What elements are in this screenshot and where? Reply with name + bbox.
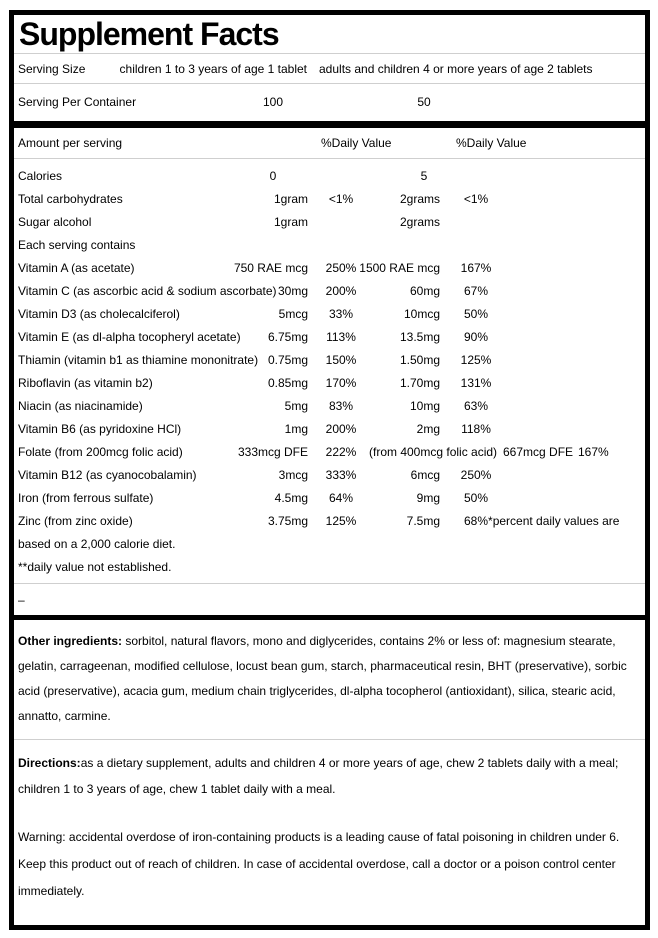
- nutrient-row-iron: [14, 487, 645, 510]
- nutrient-name: Thiamin (vitamin b1 as thiamine mononitrate): [18, 353, 259, 367]
- nutrient-row-riboflavin: [14, 372, 645, 395]
- nutrient-row-vitamin-d3: [14, 303, 645, 326]
- nutrient-row-niacin: [14, 395, 645, 418]
- adult-daily-value: 167%: [460, 261, 492, 275]
- title-row: [14, 15, 645, 54]
- adult-amount: 2grams: [399, 215, 440, 229]
- supplement-facts-label: [9, 10, 650, 930]
- adult-amount: 10mcg: [403, 307, 440, 321]
- nutrient-name: Each serving contains: [18, 238, 136, 252]
- nutrient-row-vitamin-b6: [14, 418, 645, 441]
- other-ingredients-label: Other ingredients:: [18, 634, 123, 648]
- adult-daily-value: 250%: [460, 468, 492, 482]
- adult-daily-value: 90%: [463, 330, 489, 344]
- footnote-text: **daily value not established.: [18, 560, 172, 574]
- nutrient-name: Zinc (from zinc oxide): [18, 514, 133, 528]
- servings-per-container-label: Serving Per Container: [18, 95, 137, 109]
- child-daily-value: 64%: [328, 491, 354, 505]
- adult-daily-value: 50%: [463, 491, 489, 505]
- other-ingredients-text: sorbitol, natural flavors, mono and diglycerides, contains 2% or less of: magnesium stearate, gelatin, carrageenan, modified cellulose, locust bean gum, starch, pharmaceutical resin, BHT (preservative), sorbic acid (preservative), acacia gum, medium chain triglycerides, dl-alpha tocopherol (antioxidant), silica, stearic acid, annatto, carmine.: [18, 634, 627, 723]
- servings-per-container-row: [14, 84, 645, 121]
- nutrient-row-total-carbohydrates: [14, 188, 645, 211]
- child-amount: 750 RAE mcg: [233, 261, 308, 275]
- nutrient-name: Folate (from 200mcg folic acid): [18, 445, 183, 459]
- adult-amount: 2mg: [416, 422, 440, 436]
- daily-value-header-adult: %Daily Value: [456, 136, 527, 150]
- thick-divider-top: [14, 121, 645, 128]
- adult-amount: 9mg: [416, 491, 440, 505]
- nutrient-name: Vitamin A (as acetate): [18, 261, 135, 275]
- adult-amount: 7.5mg: [406, 514, 440, 528]
- adult-source-note: (from 400mcg folic acid): [369, 445, 498, 459]
- adult-amount: 10mg: [409, 399, 440, 413]
- nutrient-name: Vitamin E (as dl-alpha tocopheryl acetate): [18, 330, 241, 344]
- each-serving-contains-row: [14, 234, 645, 257]
- child-daily-value: 125%: [325, 514, 357, 528]
- child-amount: 3.75mg: [267, 514, 308, 528]
- serving-size-row: [14, 54, 645, 84]
- child-amount: 1gram: [273, 192, 308, 206]
- nutrient-name: Vitamin C (as ascorbic acid & sodium ascorbate): [18, 284, 277, 298]
- child-amount: 333mcg DFE: [237, 445, 308, 459]
- child-daily-value: 333%: [325, 468, 357, 482]
- nutrient-row-sugar-alcohol: [14, 211, 645, 234]
- child-amount: 4.5mg: [274, 491, 308, 505]
- child-amount: 0.75mg: [267, 353, 308, 367]
- adult-daily-value: <1%: [463, 192, 489, 206]
- other-ingredients-section: [14, 620, 645, 740]
- warning-text: Warning: accidental overdose of iron-containing products is a leading cause of fatal poisoning in children under 6. Keep this product out of reach of children. In case of accidental overdose, call a doctor or a poison control center immediately.: [18, 830, 620, 898]
- nutrient-name: Total carbohydrates: [18, 192, 123, 206]
- child-daily-value: <1%: [328, 192, 354, 206]
- dash-row: [14, 583, 645, 615]
- nutrient-name: Niacin (as niacinamide): [18, 399, 143, 413]
- serving-size-adult: adults and children 4 or more years of age 2 tablets: [319, 62, 593, 76]
- child-daily-value: 200%: [325, 422, 357, 436]
- directions-label: Directions:: [18, 756, 81, 770]
- nutrient-row-vitamin-b12: [14, 464, 645, 487]
- directions-section: [14, 740, 645, 816]
- child-daily-value: 200%: [325, 284, 357, 298]
- adult-daily-value: 50%: [463, 307, 489, 321]
- table-header-row: [14, 128, 645, 159]
- nutrient-name: Riboflavin (as vitamin b2): [18, 376, 153, 390]
- child-daily-value: 83%: [328, 399, 354, 413]
- footnote-line: [14, 533, 645, 556]
- adult-amount: 1.70mg: [399, 376, 440, 390]
- child-daily-value: 250%: [325, 261, 357, 275]
- amount-per-serving-header: Amount per serving: [18, 136, 123, 150]
- adult-daily-value: 125%: [460, 353, 492, 367]
- child-amount: 3mcg: [278, 468, 308, 482]
- child-amount: 0.85mg: [267, 376, 308, 390]
- adult-amount: 5: [420, 169, 428, 183]
- child-amount: 5mcg: [278, 307, 308, 321]
- serving-size-label: Serving Size: [18, 62, 86, 76]
- serving-size-child: children 1 to 3 years of age 1 tablet: [119, 62, 307, 76]
- directions-text: as a dietary supplement, adults and children 4 or more years of age, chew 2 tablets daily with a meal; children 1 to 3 years of age, chew 1 tablet daily with a meal.: [18, 756, 619, 796]
- daily-value-header-child: %Daily Value: [321, 136, 392, 150]
- adult-daily-value: 63%: [463, 399, 489, 413]
- child-amount: 1mg: [284, 422, 308, 436]
- nutrient-table: [14, 159, 645, 583]
- nutrient-row-vitamin-e: [14, 326, 645, 349]
- child-amount: 1gram: [273, 215, 308, 229]
- child-amount: 0: [269, 169, 277, 183]
- adult-amount: 13.5mg: [399, 330, 440, 344]
- adult-daily-value: 67%: [463, 284, 489, 298]
- nutrient-row-calories: [14, 165, 645, 188]
- child-daily-value: 222%: [325, 445, 357, 459]
- adult-daily-value: 167%: [578, 445, 609, 459]
- nutrient-name: Calories: [18, 169, 63, 183]
- adult-daily-value: 118%: [461, 422, 491, 436]
- servings-per-container-adult: 50: [417, 95, 431, 109]
- child-daily-value: 33%: [328, 307, 354, 321]
- nutrient-name: Vitamin B12 (as cyanocobalamin): [18, 468, 197, 482]
- adult-amount: 2grams: [399, 192, 440, 206]
- child-amount: 5mg: [284, 399, 308, 413]
- adult-amount: 667mcg DFE: [503, 445, 574, 459]
- adult-daily-value: 131%: [460, 376, 492, 390]
- adult-amount: 1500 RAE mcg: [359, 261, 440, 275]
- adult-amount: 6mcg: [410, 468, 440, 482]
- child-daily-value: 170%: [325, 376, 357, 390]
- dash-text: –: [18, 593, 25, 607]
- child-amount: 6.75mg: [267, 330, 308, 344]
- warning-section: [14, 816, 645, 925]
- servings-per-container-child: 100: [262, 95, 284, 109]
- nutrient-row-folate: [14, 441, 645, 464]
- footnote-text: based on a 2,000 calorie diet.: [18, 537, 176, 551]
- nutrient-name: Vitamin B6 (as pyridoxine HCl): [18, 422, 182, 436]
- child-daily-value: 113%: [326, 330, 356, 344]
- child-daily-value: 150%: [325, 353, 357, 367]
- nutrient-row-thiamin: [14, 349, 645, 372]
- child-amount: 30mg: [277, 284, 308, 298]
- page-title: Supplement Facts: [19, 16, 279, 52]
- nutrient-row-vitamin-a: [14, 257, 645, 280]
- adult-amount: 1.50mg: [399, 353, 440, 367]
- adult-daily-value: 68%*percent daily values are: [464, 514, 620, 528]
- nutrient-name: Vitamin D3 (as cholecalciferol): [18, 307, 180, 321]
- nutrient-name: Sugar alcohol: [18, 215, 92, 229]
- nutrient-name: Iron (from ferrous sulfate): [18, 491, 154, 505]
- nutrient-row-vitamin-c: [14, 280, 645, 303]
- adult-amount: 60mg: [409, 284, 440, 298]
- footnote-line: [14, 556, 645, 579]
- nutrient-row-zinc: [14, 510, 645, 533]
